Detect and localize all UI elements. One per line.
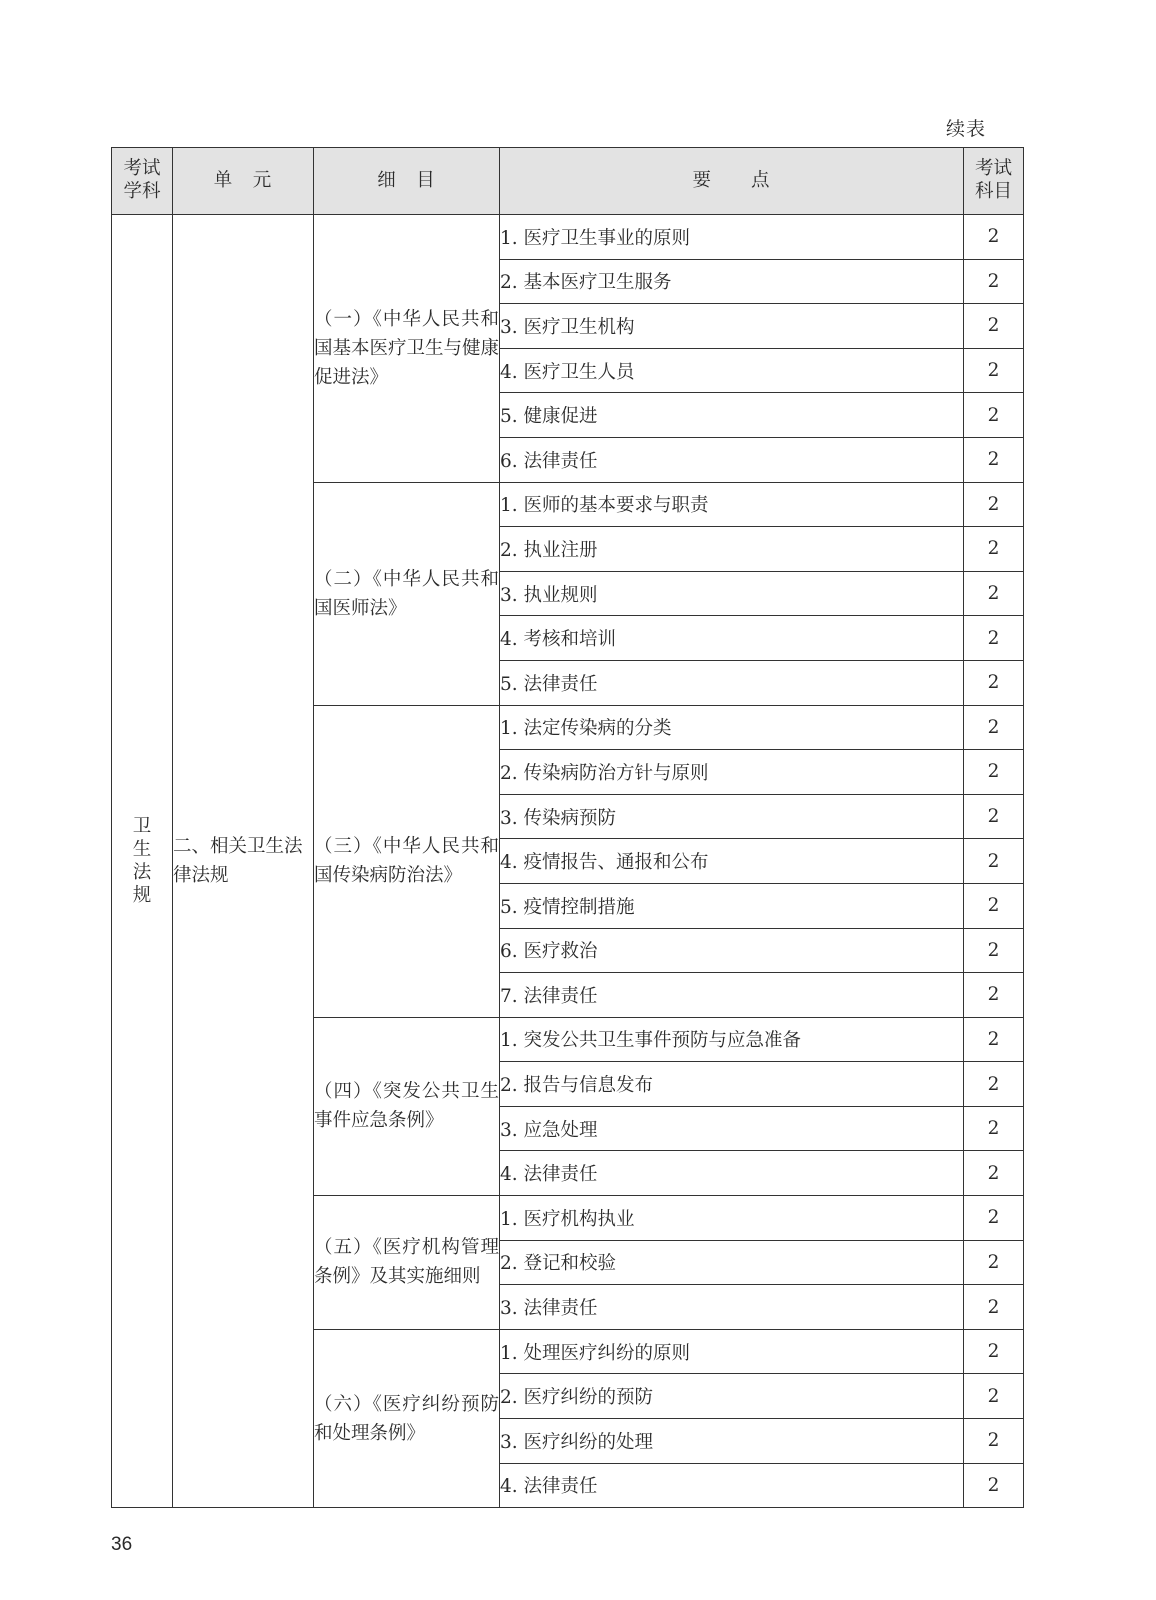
point-cell: 5. 法律责任 xyxy=(500,660,964,705)
point-cell: 3. 应急处理 xyxy=(500,1106,964,1151)
detail-cell: （三）《中华人民共和国传染病防治法》 xyxy=(314,705,500,1017)
point-cell: 3. 执业规则 xyxy=(500,571,964,616)
point-cell: 6. 医疗救治 xyxy=(500,928,964,973)
point-cell: 1. 处理医疗纠纷的原则 xyxy=(500,1329,964,1374)
level-cell: 2 xyxy=(964,571,1024,616)
header-level: 考试科目 xyxy=(964,148,1024,215)
level-cell: 2 xyxy=(964,259,1024,304)
level-cell: 2 xyxy=(964,1374,1024,1419)
point-cell: 3. 医疗纠纷的处理 xyxy=(500,1419,964,1464)
point-cell: 4. 法律责任 xyxy=(500,1463,964,1508)
level-cell: 2 xyxy=(964,437,1024,482)
level-cell: 2 xyxy=(964,616,1024,661)
header-unit: 单 元 xyxy=(173,148,314,215)
detail-cell: （四）《突发公共卫生事件应急条例》 xyxy=(314,1017,500,1195)
level-cell: 2 xyxy=(964,705,1024,750)
level-cell: 2 xyxy=(964,660,1024,705)
point-cell: 4. 法律责任 xyxy=(500,1151,964,1196)
point-cell: 5. 疫情控制措施 xyxy=(500,883,964,928)
level-cell: 2 xyxy=(964,928,1024,973)
point-cell: 5. 健康促进 xyxy=(500,393,964,438)
point-cell: 1. 医疗机构执业 xyxy=(500,1196,964,1241)
level-cell: 2 xyxy=(964,1463,1024,1508)
point-cell: 4. 考核和培训 xyxy=(500,616,964,661)
level-cell: 2 xyxy=(964,1285,1024,1330)
level-cell: 2 xyxy=(964,304,1024,349)
level-cell: 2 xyxy=(964,1062,1024,1107)
level-cell: 2 xyxy=(964,794,1024,839)
level-cell: 2 xyxy=(964,348,1024,393)
table-header-row xyxy=(112,148,1024,215)
table-row xyxy=(112,215,1024,260)
level-cell: 2 xyxy=(964,1240,1024,1285)
level-cell: 2 xyxy=(964,1151,1024,1196)
level-cell: 2 xyxy=(964,883,1024,928)
point-cell: 3. 医疗卫生机构 xyxy=(500,304,964,349)
level-cell: 2 xyxy=(964,393,1024,438)
level-cell: 2 xyxy=(964,973,1024,1018)
detail-cell: （五）《医疗机构管理条例》及其实施细则 xyxy=(314,1196,500,1330)
level-cell: 2 xyxy=(964,215,1024,260)
level-cell: 2 xyxy=(964,1419,1024,1464)
point-cell: 1. 医师的基本要求与职责 xyxy=(500,482,964,527)
table-body xyxy=(112,215,1024,1508)
point-cell: 2. 执业注册 xyxy=(500,527,964,572)
detail-cell: （一）《中华人民共和国基本医疗卫生与健康促进法》 xyxy=(314,215,500,483)
point-cell: 7. 法律责任 xyxy=(500,973,964,1018)
level-cell: 2 xyxy=(964,1329,1024,1374)
point-cell: 2. 基本医疗卫生服务 xyxy=(500,259,964,304)
point-cell: 2. 登记和校验 xyxy=(500,1240,964,1285)
level-cell: 2 xyxy=(964,482,1024,527)
level-cell: 2 xyxy=(964,1106,1024,1151)
point-cell: 1. 突发公共卫生事件预防与应急准备 xyxy=(500,1017,964,1062)
point-cell: 3. 传染病预防 xyxy=(500,794,964,839)
point-cell: 2. 医疗纠纷的预防 xyxy=(500,1374,964,1419)
detail-cell: （二）《中华人民共和国医师法》 xyxy=(314,482,500,705)
point-cell: 2. 传染病防治方针与原则 xyxy=(500,750,964,795)
detail-cell: （六）《医疗纠纷预防和处理条例》 xyxy=(314,1329,500,1507)
level-cell: 2 xyxy=(964,750,1024,795)
point-cell: 1. 法定传染病的分类 xyxy=(500,705,964,750)
level-cell: 2 xyxy=(964,527,1024,572)
unit-cell: 二、相关卫生法律法规 xyxy=(173,215,314,1508)
level-cell: 2 xyxy=(964,839,1024,884)
point-cell: 6. 法律责任 xyxy=(500,437,964,482)
point-cell: 3. 法律责任 xyxy=(500,1285,964,1330)
syllabus-table xyxy=(111,147,1024,1508)
header-detail: 细 目 xyxy=(314,148,500,215)
subject-text: 卫生法规 xyxy=(132,816,152,907)
point-cell: 2. 报告与信息发布 xyxy=(500,1062,964,1107)
header-points: 要 点 xyxy=(500,148,964,215)
header-subject: 考试学科 xyxy=(112,148,173,215)
subject-cell xyxy=(112,215,173,1508)
point-cell: 4. 疫情报告、通报和公布 xyxy=(500,839,964,884)
level-cell: 2 xyxy=(964,1196,1024,1241)
level-cell: 2 xyxy=(964,1017,1024,1062)
point-cell: 4. 医疗卫生人员 xyxy=(500,348,964,393)
continued-label: 续表 xyxy=(946,118,987,140)
point-cell: 1. 医疗卫生事业的原则 xyxy=(500,215,964,260)
page-number: 36 xyxy=(111,1534,133,1555)
